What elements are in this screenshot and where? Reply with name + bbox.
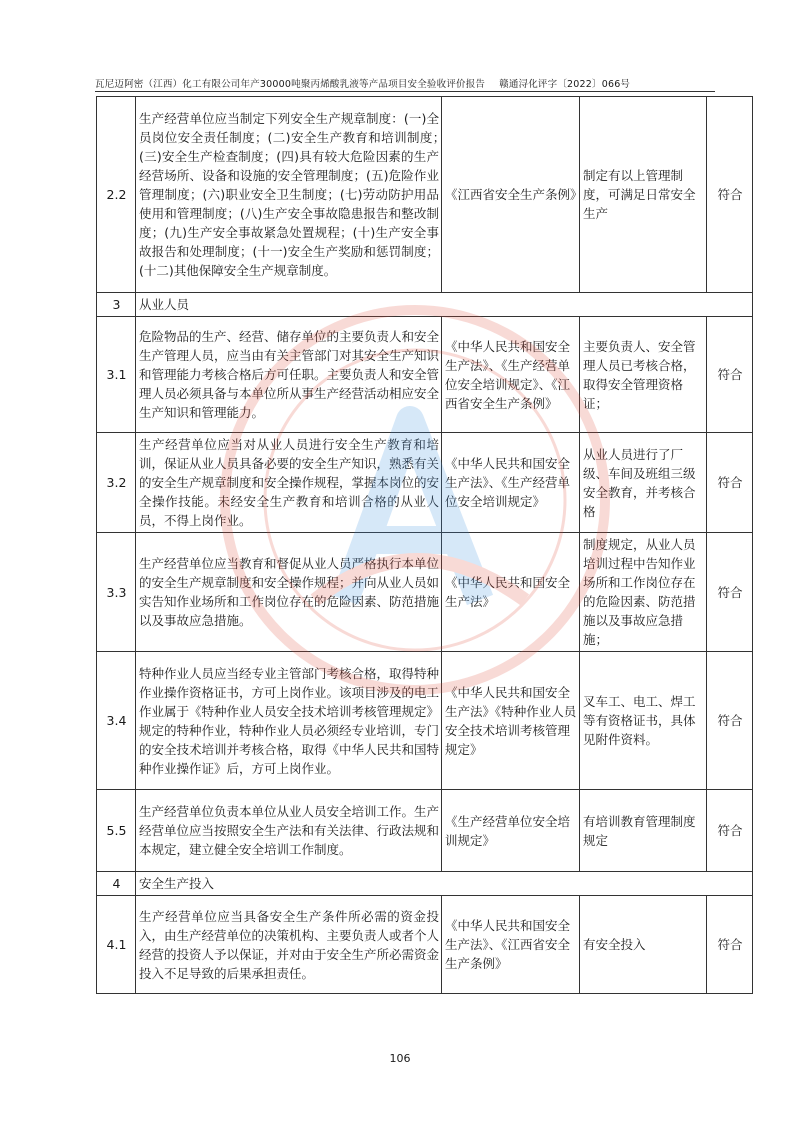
row-number: 3.1 bbox=[97, 317, 136, 433]
basis-cell: 《中华人民共和国安全生产法》、《生产经营单位安全培训规定》、《江西省安全生产条例》 bbox=[442, 317, 580, 433]
status-cell: 主要负责人、安全管理人员已考核合格，取得安全管理资格证； bbox=[580, 317, 707, 433]
status-cell: 制度规定，从业人员培训过程中告知作业场所和工作岗位存在的危险因素、防范措施以及事故应急措施； bbox=[580, 533, 707, 652]
report-title: 瓦尼迈阿密（江西）化工有限公司年产30000吨聚丙烯酸乳液等产品项目安全验收评价报告 bbox=[95, 79, 486, 90]
table-row bbox=[97, 433, 753, 533]
table-row bbox=[97, 790, 753, 872]
section-row bbox=[97, 872, 753, 896]
table-row bbox=[97, 896, 753, 994]
result-cell: 符合 bbox=[707, 652, 753, 790]
row-number: 3.4 bbox=[97, 652, 136, 790]
table-row bbox=[97, 97, 753, 293]
status-cell: 制定有以上管理制度，可满足日常安全生产 bbox=[580, 97, 707, 293]
result-cell: 符合 bbox=[707, 433, 753, 533]
status-cell: 有安全投入 bbox=[580, 896, 707, 994]
requirement-cell: 生产经营单位负责本单位从业人员安全培训工作。生产经营单位应当按照安全生产法和有关法律、行政法规和本规定，建立健全安全培训工作制度。 bbox=[136, 790, 442, 872]
page-header bbox=[95, 76, 715, 90]
basis-cell: 《生产经营单位安全培训规定》 bbox=[442, 790, 580, 872]
section-title: 从业人员 bbox=[136, 293, 753, 317]
table-row bbox=[97, 533, 753, 652]
table-row bbox=[97, 652, 753, 790]
row-number: 5.5 bbox=[97, 790, 136, 872]
basis-cell: 《中华人民共和国安全生产法》、《江西省安全生产条例》 bbox=[442, 896, 580, 994]
row-number: 3 bbox=[97, 293, 136, 317]
row-number: 2.2 bbox=[97, 97, 136, 293]
result-cell: 符合 bbox=[707, 790, 753, 872]
requirement-cell: 生产经营单位应当教育和督促从业人员严格执行本单位的安全生产规章制度和安全操作规程；并向从业人员如实告知作业场所和工作岗位存在的危险因素、防范措施以及事故应急措施。 bbox=[136, 533, 442, 652]
row-number: 3.2 bbox=[97, 433, 136, 533]
requirement-cell: 生产经营单位应当具备安全生产条件所必需的资金投入，由生产经营单位的决策机构、主要负责人或者个人经营的投资人予以保证，并对由于安全生产所必需资金投入不足导致的后果承担责任。 bbox=[136, 896, 442, 994]
row-number: 4.1 bbox=[97, 896, 136, 994]
row-number: 3.3 bbox=[97, 533, 136, 652]
result-cell: 符合 bbox=[707, 317, 753, 433]
section-title: 安全生产投入 bbox=[136, 872, 753, 896]
result-cell: 符合 bbox=[707, 896, 753, 994]
checklist-body bbox=[97, 97, 753, 994]
basis-cell: 《中华人民共和国安全生产法》、《生产经营单位安全培训规定》 bbox=[442, 433, 580, 533]
section-row bbox=[97, 293, 753, 317]
basis-cell: 《中华人民共和国安全生产法》 bbox=[442, 533, 580, 652]
requirement-cell: 危险物品的生产、经营、储存单位的主要负责人和安全生产管理人员，应当由有关主管部门对其安全生产知识和管理能力考核合格后方可任职。主要负责人和安全管理人员必须具备与本单位所从事生产经营活动相应安全生产知识和管理能力。 bbox=[136, 317, 442, 433]
result-cell: 符合 bbox=[707, 533, 753, 652]
requirement-cell: 生产经营单位应当对从业人员进行安全生产教育和培训，保证从业人员具备必要的安全生产知识，熟悉有关的安全生产规章制度和安全操作规程，掌握本岗位的安全操作技能。未经安全生产教育和培训合格的从业人员，不得上岗作业。 bbox=[136, 433, 442, 533]
basis-cell: 《中华人民共和国安全生产法》《特种作业人员安全技术培训考核管理规定》 bbox=[442, 652, 580, 790]
table-row bbox=[97, 317, 753, 433]
requirement-cell: 生产经营单位应当制定下列安全生产规章制度：(一)全员岗位安全责任制度；(二)安全生产教育和培训制度； (三)安全生产检查制度；(四)具有较大危险因素的生产经营场所、设备和设施的安全管理制度；(五)危险作业管理制度；(六)职业安全卫生制度；(七)劳动防护用品使用和管理制度；(八)生产安全事故隐患报告和整改制度；(九)生产安全事故紧急处置规程；(十)生产安全事故报告和处理制度；(十一)安全生产奖励和惩罚制度；(十二)其他保障安全生产规章制度。 bbox=[136, 97, 442, 293]
status-cell: 有培训教育管理制度规定 bbox=[580, 790, 707, 872]
checklist-table bbox=[96, 96, 753, 994]
document-number: 赣通浔化评字〔2022〕066号 bbox=[499, 79, 631, 90]
basis-cell: 《江西省安全生产条例》 bbox=[442, 97, 580, 293]
row-number: 4 bbox=[97, 872, 136, 896]
requirement-cell: 特种作业人员应当经专业主管部门考核合格，取得特种作业操作资格证书，方可上岗作业。该项目涉及的电工作业属于《特种作业人员安全技术培训考核管理规定》规定的特种作业，特种作业人员必须经专业培训，专门的安全技术培训并考核合格，取得《中华人民共和国特种作业操作证》后，方可上岗作业。 bbox=[136, 652, 442, 790]
page-number: 106 bbox=[389, 1052, 411, 1065]
status-cell: 叉车工、电工、焊工等有资格证书，具体见附件资料。 bbox=[580, 652, 707, 790]
result-cell: 符合 bbox=[707, 97, 753, 293]
header-rule bbox=[95, 91, 715, 92]
status-cell: 从业人员进行了厂级、车间及班组三级安全教育，并考核合格 bbox=[580, 433, 707, 533]
